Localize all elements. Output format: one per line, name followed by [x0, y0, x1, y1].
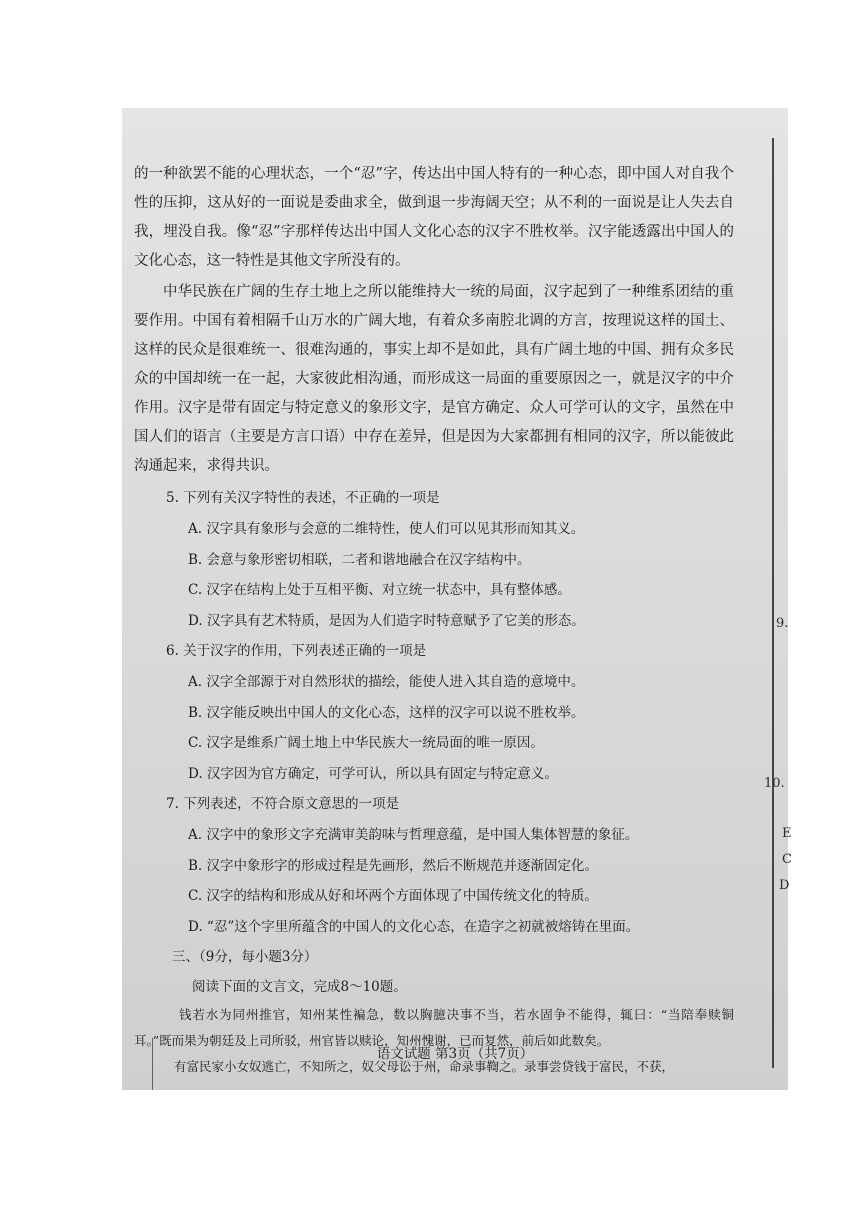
option-c: C. 汉字的结构和形成从好和坏两个方面体现了中国传统文化的特质。 — [188, 888, 598, 904]
option-b: B. 汉字能反映出中国人的文化心态，这样的汉字可以说不胜枚举。 — [188, 704, 585, 721]
margin-number-9: 9. — [776, 616, 789, 631]
option-c: C. 汉字是维系广阔土地上中华民族大一统局面的唯一原因。 — [188, 735, 544, 751]
margin-number-10: 10. — [764, 776, 785, 791]
question-stem: 5. 下列有关汉字特性的表述，不正确的一项是 — [166, 490, 440, 506]
question-5 — [134, 483, 734, 636]
page-footer: 语文试题 第3页（共7页） — [376, 1046, 534, 1062]
option-d: D. 汉字具有艺术特质，是因为人们造字时特意赋予了它美的形态。 — [188, 612, 585, 629]
question-stem: 6. 关于汉字的作用，下列表述正确的一项是 — [166, 643, 427, 659]
passage-paragraph-2: 中华民族在广阔的生存土地上之所以能维持大一统的局面，汉字起到了一种维系团结的重要作用。中国有着相隔千山万水的广阔大地，有着众多南腔北调的方言，按理说这样的国土、这样的民众是很难统一、很难沟通的，事实上却不是如此，具有广阔土地的中国、拥有众多民众的中国却统一在一起，大家彼此相沟通，而形成这一局面的重要原因之一，就是汉字的中介作用。汉字是带有固定与特定意义的象形文字，是官方确定、众人可学可认的文字，虽然在中国人们的语言（主要是方言口语）中存在差异，但是因为大家都拥有相同的汉字，所以能彼此沟通起来，求得共识。 — [134, 284, 734, 474]
margin-letter-c: C — [782, 852, 792, 867]
page-content — [134, 160, 734, 1080]
classical-paragraph-2: 有富民家小女奴逃亡，不知所之，奴父母讼于州，命录事鞫之。录事尝贷钱于富民，不获， — [174, 1059, 675, 1074]
option-b: B. 会意与象形密切相联，二者和谐地融合在汉字结构中。 — [188, 551, 531, 568]
option-a: A. 汉字具有象形与会意的二维特性，使人们可以见其形而知其义。 — [188, 521, 585, 537]
option-a: A. 汉字全部源于对自然形状的描绘，能使人进入其自造的意境中。 — [188, 674, 585, 690]
option-a: A. 汉字中的象形文字充满审美韵味与哲理意蕴，是中国人集体智慧的象征。 — [188, 827, 639, 843]
classical-paragraph-1: 钱若水为同州推官，知州某性褊急，数以胸臆决事不当，若水固争不能得，辄曰：“当陪奉赎铜耳。”既而果为朝廷及上司所驳，州官皆以赎论，知州愧谢，已而复然，前后如此数矣。 — [134, 1007, 734, 1048]
option-b: B. 汉字中象形字的形成过程是先画形，然后不断规范并逐渐固定化。 — [188, 857, 599, 874]
passage-paragraph-1: 的一种欲罢不能的心理状态，一个“忍”字，传达出中国人特有的一种心态，即中国人对自我个性的压抑，这从好的一面说是委曲求全，做到退一步海阔天空；从不利的一面说是让人失去自我，埋没自我。像“忍”字那样传达出中国人文化心态的汉字不胜枚举。汉字能透露出中国人的文化心态，这一特性是其他文字所没有的。 — [134, 166, 734, 269]
column-divider — [772, 138, 774, 1068]
question-6 — [134, 636, 734, 789]
section-instruction: 阅读下面的文言文，完成8～10题。 — [192, 979, 407, 995]
option-d: D. 汉字因为官方确定，可学可认，所以具有固定与特定意义。 — [188, 765, 558, 782]
margin-letter-d: D — [779, 878, 790, 893]
question-stem: 7. 下列表述，不符合原文意思的一项是 — [166, 796, 400, 812]
exam-page — [122, 108, 792, 1090]
option-c: C. 汉字在结构上处于互相平衡、对立统一状态中，具有整体感。 — [188, 582, 571, 598]
section-heading: 三、（9分，每小题3分） — [172, 949, 318, 965]
option-d: D. “忍”这个字里所蕴含的中国人的文化心态，在造字之初就被熔铸在里面。 — [188, 918, 640, 935]
question-7 — [134, 789, 734, 942]
margin-letter-e: E — [782, 826, 792, 841]
